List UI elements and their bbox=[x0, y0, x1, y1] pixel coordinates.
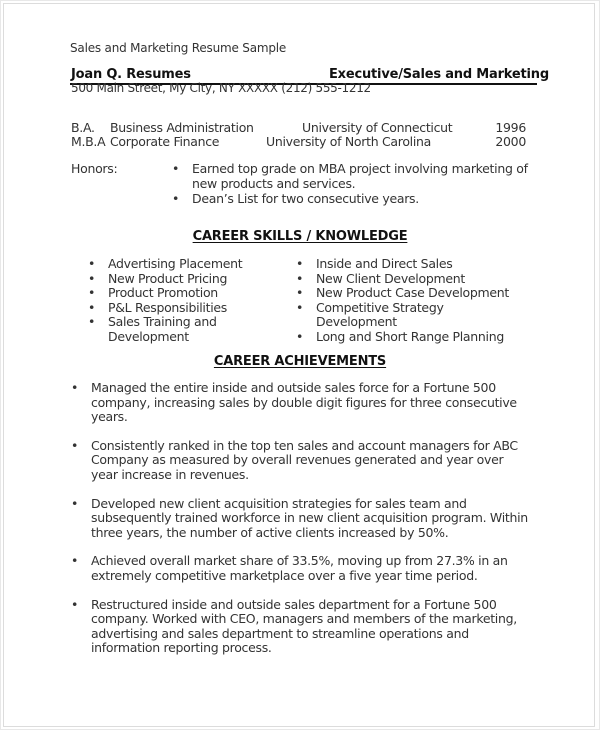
education-year: 1996 bbox=[495, 120, 526, 135]
achievement-item: • Consistently ranked in the top ten sales and account managers for ABC Company as measured by overall revenues generated and year over year increase in revenues. bbox=[71, 439, 531, 483]
education-field: Business Administration bbox=[110, 120, 254, 135]
education-school: University of North Carolina bbox=[266, 134, 432, 149]
skill-item: • Long and Short Range Planning bbox=[296, 330, 516, 345]
honors-list bbox=[172, 161, 532, 206]
skill-item: • New Client Development bbox=[296, 272, 516, 287]
education-school: University of Connecticut bbox=[302, 120, 453, 135]
education-degree: B.A. bbox=[71, 120, 95, 135]
achievements-list bbox=[71, 381, 531, 670]
honors-item: • Earned top grade on MBA project involving marketing of new products and services. bbox=[172, 161, 532, 191]
achievement-item: • Achieved overall market share of 33.5%, moving up from 27.3% in an extremely competitive marketplace over a five year time period. bbox=[71, 554, 531, 583]
candidate-name: Joan Q. Resumes bbox=[71, 67, 191, 82]
skill-item: • New Product Pricing bbox=[88, 272, 268, 287]
achievement-item: • Developed new client acquisition strategies for sales team and subsequently trained workforce in new client acquisition program. Within three years, the number of active clients increased by 50%. bbox=[71, 497, 531, 541]
achievement-item: • Managed the entire inside and outside sales force for a Fortune 500 company, increasing sales by double digit figures for three consecutive years. bbox=[71, 381, 531, 425]
skills-heading: CAREER SKILLS / KNOWLEDGE bbox=[192, 229, 408, 244]
skill-item: • Sales Training and Development bbox=[88, 315, 238, 344]
skills-list-right bbox=[296, 257, 516, 344]
skill-item: • Inside and Direct Sales bbox=[296, 257, 516, 272]
education-year: 2000 bbox=[495, 134, 526, 149]
candidate-role: Executive/Sales and Marketing bbox=[329, 67, 549, 82]
education-degree: M.B.A bbox=[71, 134, 106, 149]
skill-item: • New Product Case Development bbox=[296, 286, 516, 301]
achievements-heading: CAREER ACHIEVEMENTS bbox=[213, 354, 387, 369]
honors-label: Honors: bbox=[71, 161, 118, 176]
education-row bbox=[71, 134, 526, 149]
achievement-item: • Restructured inside and outside sales department for a Fortune 500 company. Worked with CEO, managers and members of the marketing, advertising and sales department to streamline operations and information reporting process. bbox=[71, 598, 531, 656]
education-row bbox=[71, 120, 526, 135]
skill-item: • Advertising Placement bbox=[88, 257, 268, 272]
education-field: Corporate Finance bbox=[110, 134, 220, 149]
contact-address: 500 Main Street, My City, NY XXXXX (212) 555-1212 bbox=[71, 81, 371, 95]
skill-item: • P&L Responsibilities bbox=[88, 301, 268, 316]
document-title: Sales and Marketing Resume Sample bbox=[70, 41, 287, 55]
skill-item: • Competitive Strategy Development bbox=[296, 301, 466, 330]
skill-item: • Product Promotion bbox=[88, 286, 268, 301]
skills-list-left bbox=[88, 257, 268, 344]
honors-item: • Dean’s List for two consecutive years. bbox=[172, 191, 532, 206]
